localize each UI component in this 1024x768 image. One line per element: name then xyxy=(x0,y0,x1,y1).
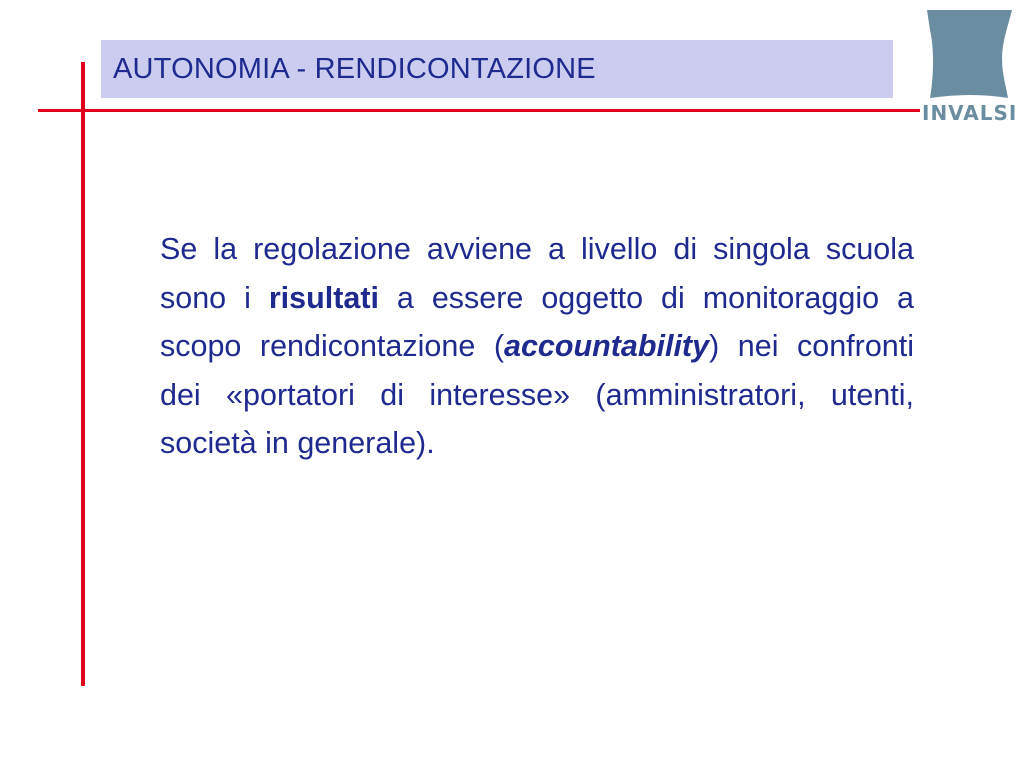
body-text-part2: a essere oggetto di monitoraggio a scopo rendicontazione ( xyxy=(160,280,914,363)
invalsi-logo xyxy=(922,8,1016,126)
title-bar xyxy=(101,40,893,98)
body-bold-risultati: risultati xyxy=(268,280,379,315)
body-bold-italic-accountability: accountability xyxy=(503,329,710,363)
slide-title: AUTONOMIA - RENDICONTAZIONE xyxy=(113,52,596,85)
logo-text: INVALSI xyxy=(922,101,1018,125)
body-text-part1: Se la regolazione avviene a livello di singola scuola sono i xyxy=(160,232,914,315)
horizontal-red-line xyxy=(38,109,920,112)
body-paragraph xyxy=(160,225,914,468)
body-text-part3: ) nei confronti dei «portatori di interesse» (amministratori, utenti, società in generale). xyxy=(160,329,914,460)
vertical-red-line xyxy=(81,62,85,686)
invalsi-logo-icon xyxy=(922,8,1016,100)
